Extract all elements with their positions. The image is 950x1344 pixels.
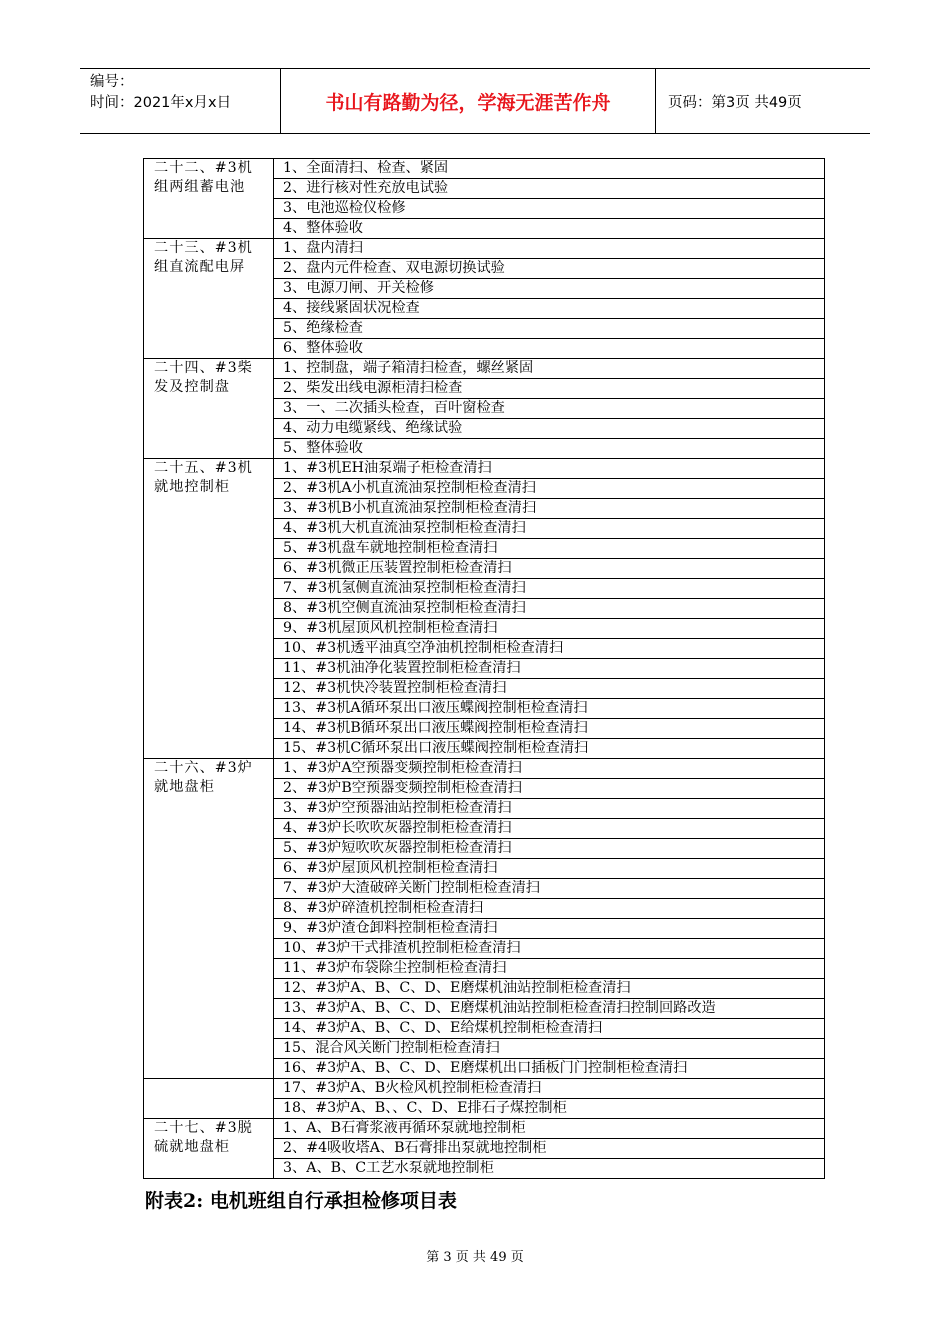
page-header [80,68,870,134]
task-item: 10、#3机透平油真空净油机控制柜检查清扫 [274,639,825,659]
section-title: 二十七、#3脱硫就地盘柜 [144,1119,274,1179]
section-title: 二十三、#3机组直流配电屏 [144,239,274,359]
task-item: 11、#3机油净化装置控制柜检查清扫 [274,659,825,679]
task-item: 2、盘内元件检查、双电源切换试验 [274,259,825,279]
header-page-number: 页码：第3页 共49页 [668,94,802,111]
doc-time-label: 时间：2021年x月x日 [90,95,232,111]
section-title: 二十二、#3机组两组蓄电池 [144,159,274,239]
task-item: 10、#3炉干式排渣机控制柜检查清扫 [274,939,825,959]
task-item: 13、#3机A循环泵出口液压蝶阀控制柜检查清扫 [274,699,825,719]
task-item: 3、A、B、C工艺水泵就地控制柜 [274,1159,825,1179]
task-item: 16、#3炉A、B、C、D、E磨煤机出口插板门门控制柜检查清扫 [274,1059,825,1079]
task-item: 5、#3炉短吹吹灰器控制柜检查清扫 [274,839,825,859]
task-item: 11、#3炉布袋除尘控制柜检查清扫 [274,959,825,979]
task-item: 13、#3炉A、B、C、D、E磨煤机油站控制柜检查清扫控制回路改造 [274,999,825,1019]
task-item: 3、#3机B小机直流油泵控制柜检查清扫 [274,499,825,519]
section-title: 二十六、#3炉就地盘柜 [144,759,274,1079]
task-item: 2、#3炉B空预器变频控制柜检查清扫 [274,779,825,799]
header-info [80,69,281,133]
table-row [144,1079,825,1099]
task-item: 6、#3炉屋顶风机控制柜检查清扫 [274,859,825,879]
task-item: 9、#3机屋顶风机控制柜检查清扫 [274,619,825,639]
task-item: 4、#3炉长吹吹灰器控制柜检查清扫 [274,819,825,839]
header-motto: 书山有路勤为径，学海无涯苦作舟 [281,69,656,133]
task-item: 8、#3炉碎渣机控制柜检查清扫 [274,899,825,919]
task-item: 14、#3炉A、B、C、D、E给煤机控制柜检查清扫 [274,1019,825,1039]
task-item: 1、全面清扫、检查、紧固 [274,159,825,179]
table-row [144,759,825,779]
task-item: 2、#4吸收塔A、B石膏排出泵就地控制柜 [274,1139,825,1159]
task-item: 4、动力电缆紧线、绝缘试验 [274,419,825,439]
task-item: 4、#3机大机直流油泵控制柜检查清扫 [274,519,825,539]
task-item: 7、#3机氢侧直流油泵控制柜检查清扫 [274,579,825,599]
maintenance-items-table [143,158,825,1179]
task-item: 17、#3炉A、B火检风机控制柜检查清扫 [274,1079,825,1099]
task-item: 15、#3机C循环泵出口液压蝶阀控制柜检查清扫 [274,739,825,759]
page-footer: 第 3 页 共 49 页 [426,1250,524,1265]
task-item: 4、整体验收 [274,219,825,239]
task-item: 4、接线紧固状况检查 [274,299,825,319]
table-row [144,239,825,259]
task-item: 1、盘内清扫 [274,239,825,259]
appendix-caption: 附表2: 电机班组自行承担检修项目表 [145,1190,457,1212]
table-row [144,459,825,479]
section-title [144,1079,274,1119]
task-item: 3、电源刀闸、开关检修 [274,279,825,299]
task-item: 2、进行核对性充放电试验 [274,179,825,199]
task-item: 3、一、二次插头检查，百叶窗检查 [274,399,825,419]
task-item: 5、#3机盘车就地控制柜检查清扫 [274,539,825,559]
table-row [144,1119,825,1139]
section-title: 二十四、#3柴发及控制盘 [144,359,274,459]
task-item: 15、混合风关断门控制柜检查清扫 [274,1039,825,1059]
task-item: 12、#3机快冷装置控制柜检查清扫 [274,679,825,699]
task-item: 2、#3机A小机直流油泵控制柜检查清扫 [274,479,825,499]
task-item: 1、控制盘，端子箱清扫检查，螺丝紧固 [274,359,825,379]
doc-code-label: 编号： [90,74,134,90]
task-item: 5、整体验收 [274,439,825,459]
task-item: 1、#3炉A空预器变频控制柜检查清扫 [274,759,825,779]
section-title: 二十五、#3机就地控制柜 [144,459,274,759]
table-row [144,159,825,179]
task-item: 18、#3炉A、B、、C、D、E排石子煤控制柜 [274,1099,825,1119]
task-item: 3、#3炉空预器油站控制柜检查清扫 [274,799,825,819]
table-row [144,359,825,379]
task-item: 12、#3炉A、B、C、D、E磨煤机油站控制柜检查清扫 [274,979,825,999]
task-item: 1、A、B石膏浆液再循环泵就地控制柜 [274,1119,825,1139]
task-item: 14、#3机B循环泵出口液压蝶阀控制柜检查清扫 [274,719,825,739]
task-item: 8、#3机空侧直流油泵控制柜检查清扫 [274,599,825,619]
task-item: 6、整体验收 [274,339,825,359]
task-item: 3、电池巡检仪检修 [274,199,825,219]
task-item: 9、#3炉渣仓卸料控制柜检查清扫 [274,919,825,939]
task-item: 7、#3炉大渣破碎关断门控制柜检查清扫 [274,879,825,899]
task-item: 1、#3机EH油泵端子柜检查清扫 [274,459,825,479]
task-item: 6、#3机微正压装置控制柜检查清扫 [274,559,825,579]
task-item: 2、柴发出线电源柜清扫检查 [274,379,825,399]
task-item: 5、绝缘检查 [274,319,825,339]
